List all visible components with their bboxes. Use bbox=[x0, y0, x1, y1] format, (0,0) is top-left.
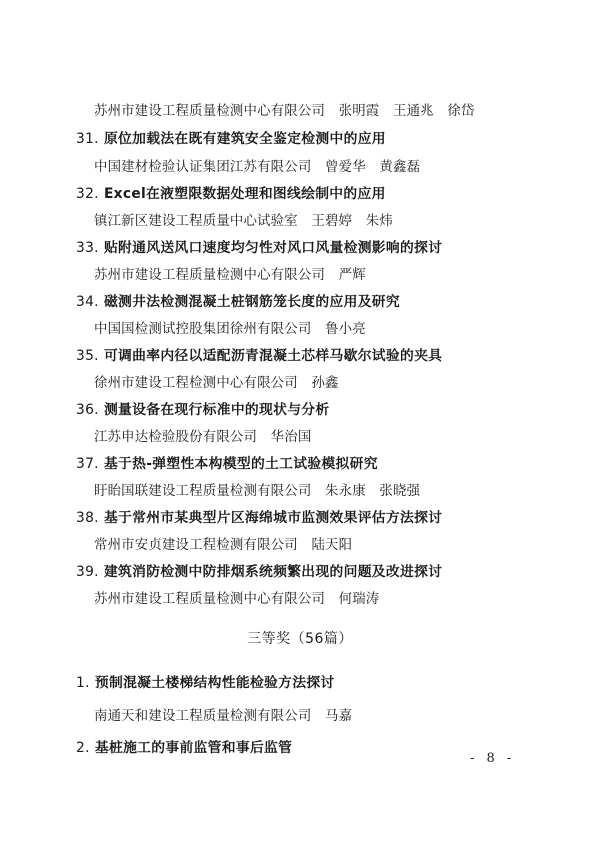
authors-line: 中国国检测试控股集团徐州有限公司 鲁小亮 bbox=[94, 322, 366, 337]
paper-title bbox=[76, 398, 330, 418]
title-text: 测量设备在现行标准中的现状与分析 bbox=[103, 402, 330, 418]
paper-title bbox=[76, 560, 442, 580]
item-number: 2. bbox=[76, 740, 90, 756]
paper-title bbox=[76, 506, 442, 526]
title-text: 建筑消防检测中防排烟系统频繁出现的问题及改进探讨 bbox=[103, 564, 443, 580]
paper-title bbox=[76, 671, 335, 691]
authors-line: 南通天和建设工程质量检测有限公司 马嘉 bbox=[94, 709, 353, 724]
item-number: 34. bbox=[76, 294, 99, 310]
item-number: 39. bbox=[76, 564, 99, 580]
title-text: 原位加载法在既有建筑安全鉴定检测中的应用 bbox=[103, 131, 386, 147]
item-number: 31. bbox=[76, 131, 99, 147]
title-text: 基于热-弹塑性本构模型的土工试验模拟研究 bbox=[103, 456, 378, 472]
authors-line: 常州市安贞建设工程检测有限公司 陆天阳 bbox=[94, 538, 353, 553]
title-text: 磁测井法检测混凝土桩钢筋笼长度的应用及研究 bbox=[103, 294, 400, 310]
title-text: 贴附通风送风口速度均匀性对风口风量检测影响的探讨 bbox=[103, 240, 443, 256]
authors-line: 盱眙国联建设工程质量检测有限公司 朱永康 张晓强 bbox=[94, 484, 421, 499]
authors-line: 江苏申达检验股份有限公司 华治国 bbox=[94, 430, 312, 445]
paper-title bbox=[76, 736, 292, 756]
page-number: - 8 - bbox=[470, 751, 516, 766]
paper-title bbox=[76, 236, 442, 256]
paper-title bbox=[76, 452, 378, 472]
item-number: 33. bbox=[76, 240, 99, 256]
section-heading: 三等奖（56篇） bbox=[247, 631, 353, 647]
authors-line: 中国建材检验认证集团江苏有限公司 曾爱华 黄鑫磊 bbox=[94, 160, 421, 175]
authors-line: 苏州市建设工程质量检测中心有限公司 何瑞涛 bbox=[94, 592, 380, 607]
item-number: 38. bbox=[76, 510, 99, 526]
item-number: 35. bbox=[76, 348, 99, 364]
title-text: 基于常州市某典型片区海绵城市监测效果评估方法探讨 bbox=[103, 510, 443, 526]
authors-line: 徐州市建设工程检测中心有限公司 孙鑫 bbox=[94, 376, 339, 391]
title-text: Excel在液塑限数据处理和图线绘制中的应用 bbox=[103, 186, 386, 202]
paper-title bbox=[76, 344, 442, 364]
item-number: 1. bbox=[76, 675, 90, 691]
paper-title bbox=[76, 182, 386, 202]
authors-line: 镇江新区建设工程质量中心试验室 王碧婷 朱炜 bbox=[94, 214, 393, 229]
title-text: 预制混凝土楼梯结构性能检验方法探讨 bbox=[94, 675, 335, 691]
paper-title bbox=[76, 290, 400, 310]
authors-line: 苏州市建设工程质量检测中心有限公司 张明霞 王通兆 徐岱 bbox=[94, 104, 475, 119]
item-number: 32. bbox=[76, 186, 99, 202]
authors-line: 苏州市建设工程质量检测中心有限公司 严辉 bbox=[94, 268, 366, 283]
title-text: 可调曲率内径以适配沥青混凝土芯样马歇尔试验的夹具 bbox=[103, 348, 443, 364]
item-number: 36. bbox=[76, 402, 99, 418]
title-text: 基桩施工的事前监管和事后监管 bbox=[94, 740, 293, 756]
item-number: 37. bbox=[76, 456, 99, 472]
paper-title bbox=[76, 127, 386, 147]
